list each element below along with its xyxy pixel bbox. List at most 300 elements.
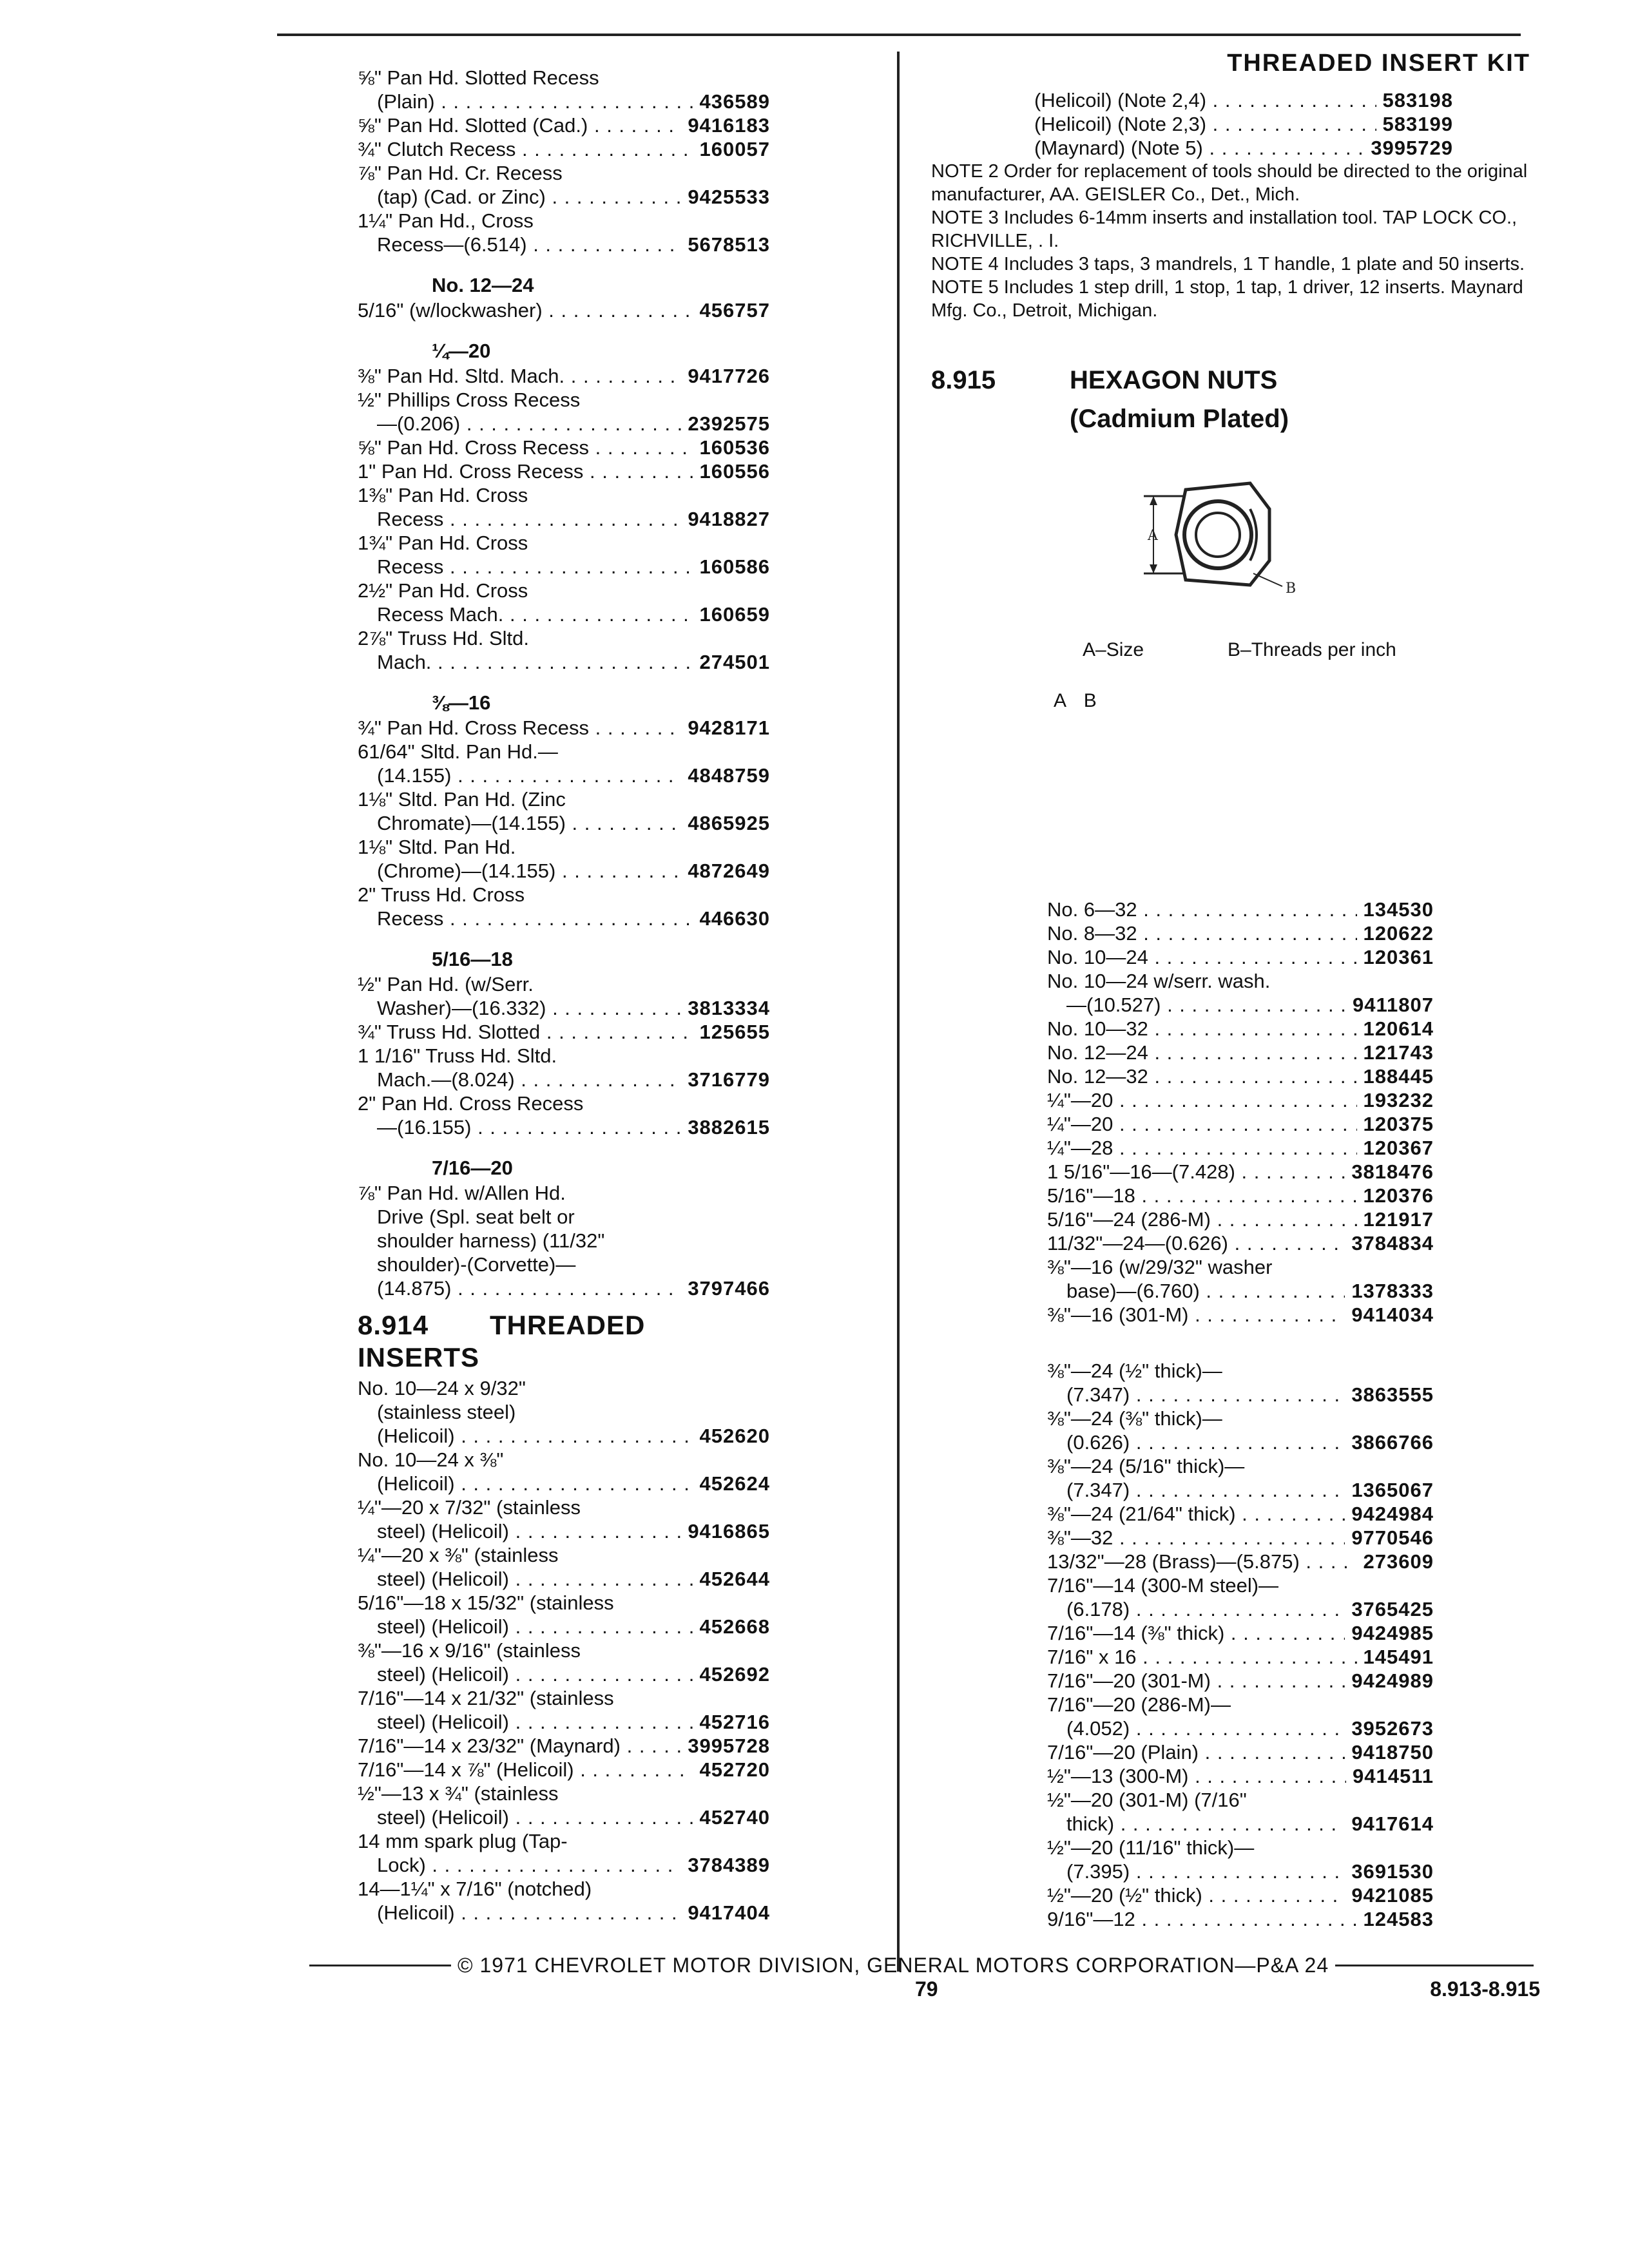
parts-list-group4 [358, 716, 770, 930]
part-number: 121743 [1363, 1041, 1434, 1064]
part-description: (tap) (Cad. or Zinc) . . . [377, 185, 681, 209]
part-entry-line-with-number [358, 907, 770, 930]
part-description: ½"—13 x ¾" (stainless [358, 1782, 559, 1805]
part-entry-line-with-number [1047, 1088, 1434, 1112]
part-entry-line-with-number [1047, 1112, 1434, 1136]
part-entry [1047, 1184, 1434, 1207]
part-entry-line [358, 740, 770, 764]
footer-copyright-line [303, 1954, 1540, 1977]
part-description: ¼"—20 x ⅜" (stainless [358, 1544, 559, 1566]
list-gap [1047, 1327, 1434, 1359]
part-entry-line [358, 883, 770, 907]
part-description: 5/16"—24 (286-M) . . . [1047, 1207, 1357, 1231]
part-entry-line [358, 835, 770, 859]
part-description: base)—(6.760) . . . [1066, 1279, 1345, 1303]
part-entry [1047, 945, 1434, 969]
part-number: 160659 [699, 603, 770, 626]
part-entry-line-with-number [1047, 1502, 1434, 1526]
part-entry [1047, 1764, 1434, 1788]
part-description: ⅝" Pan Hd. Slotted (Cad.) . . . [358, 113, 681, 137]
page-footer [303, 1954, 1540, 2004]
part-description: 7/16" x 16 . . . [1047, 1645, 1357, 1669]
part-entry-line-with-number [1047, 945, 1434, 969]
part-entry-line-with-number [1047, 1231, 1434, 1255]
page-number: 79 [915, 1977, 938, 2001]
part-description: 5/16"—18 x 15/32" (stainless [358, 1591, 614, 1614]
part-description: 2" Truss Hd. Cross [358, 883, 525, 906]
part-description: 1⅛" Sltd. Pan Hd. (Zinc [358, 788, 566, 811]
part-entry-line-with-number [358, 436, 770, 459]
caption-a: A–Size [1083, 639, 1144, 660]
part-number: 3813334 [688, 997, 770, 1019]
part-description: steel) (Helicoil) . . . [377, 1805, 693, 1829]
part-entry-line-with-number [1047, 1645, 1434, 1669]
part-entry [358, 1495, 770, 1543]
part-entry [1047, 1088, 1434, 1112]
part-description: ⅜" Pan Hd. Sltd. Mach. . . . [358, 364, 681, 388]
part-description: —(0.206) . . . [377, 412, 681, 436]
part-number: 436589 [699, 90, 770, 113]
part-description: Washer)—(16.332) . . . [377, 996, 681, 1020]
part-description: steel) (Helicoil) . . . [377, 1615, 693, 1639]
part-description: 1¼" Pan Hd., Cross [358, 209, 534, 232]
part-description: No. 10—24 . . . [1047, 945, 1357, 969]
part-entry [358, 1758, 770, 1782]
part-description: (Helicoil) . . . [377, 1472, 693, 1495]
part-description: Recess . . . [377, 555, 693, 579]
part-description: ⅞" Pan Hd. w/Allen Hd. [358, 1182, 566, 1204]
size-heading-5-16-18: 5/16—18 [432, 948, 513, 970]
part-entry [358, 1543, 770, 1591]
part-number: 9428171 [688, 716, 770, 739]
copyright-text: © 1971 CHEVROLET MOTOR DIVISION, GENERAL MOTORS CORPORATION—P&A 24 [458, 1954, 1329, 1977]
part-entry-line-with-number [358, 1758, 770, 1782]
part-description: 7/16"—20 (301-M) . . . [1047, 1669, 1345, 1693]
part-number: 120376 [1363, 1184, 1434, 1207]
part-description: (7.395) . . . [1066, 1860, 1345, 1883]
section-heading-hexagon-nuts [931, 361, 1537, 438]
part-number: 145491 [1363, 1646, 1434, 1668]
part-number: 452644 [699, 1568, 770, 1590]
part-entry-line [358, 1448, 770, 1472]
part-description: (4.052) . . . [1066, 1716, 1345, 1740]
part-description: ½"—20 (½" thick) . . . [1047, 1883, 1345, 1907]
part-entry-line [358, 579, 770, 602]
section-heading-threaded-inserts [358, 1309, 770, 1374]
part-entry-line [1047, 1255, 1434, 1279]
part-number: 9418827 [688, 508, 770, 530]
part-number: 3866766 [1351, 1431, 1434, 1454]
part-entry-line-with-number [358, 185, 770, 209]
part-number: 9418750 [1351, 1741, 1434, 1763]
part-description: 7/16"—14 x 21/32" (stainless [358, 1687, 614, 1709]
part-number: 160586 [699, 555, 770, 578]
part-entry [1047, 1550, 1434, 1573]
part-entry-line-with-number [358, 412, 770, 436]
part-number: 120375 [1363, 1113, 1434, 1135]
part-entry-line [358, 787, 770, 811]
part-entry [358, 1639, 770, 1686]
part-entry [1047, 1645, 1434, 1669]
part-entry-line [1047, 969, 1434, 993]
part-entry-line-with-number [1047, 1207, 1434, 1231]
part-entry [358, 835, 770, 883]
part-description: No. 8—32 . . . [1047, 921, 1357, 945]
part-entry-line-with-number [358, 1615, 770, 1639]
part-entry-line-with-number [358, 298, 770, 322]
section-subtitle: (Cadmium Plated) [1070, 405, 1289, 433]
part-description: ⅝" Pan Hd. Cross Recess . . . [358, 436, 693, 459]
parts-list-group6 [358, 1181, 770, 1300]
part-description: 2½" Pan Hd. Cross [358, 579, 528, 602]
part-entry [1047, 1740, 1434, 1764]
part-entry-line-with-number [1047, 1860, 1434, 1883]
section-reference: 8.913-8.915 [1430, 1977, 1540, 2001]
part-description: ¾" Truss Hd. Slotted . . . [358, 1020, 693, 1044]
part-number: 9417404 [688, 1901, 770, 1924]
part-description: 7/16"—14 (300-M steel)— [1047, 1574, 1279, 1597]
part-entry-line-with-number [1047, 1812, 1434, 1836]
part-entry-line [1047, 1359, 1434, 1383]
part-number: 3995729 [1371, 137, 1453, 159]
part-entry-line-with-number [358, 1710, 770, 1734]
part-description: (14.155) . . . [377, 764, 681, 787]
section-number: 8.915 [931, 366, 996, 394]
part-entry-line [358, 1229, 770, 1253]
part-entry-line [358, 1782, 770, 1805]
part-entry [1047, 1231, 1434, 1255]
part-description: shoulder harness) (11/32" [377, 1229, 605, 1252]
part-number: 4848759 [688, 764, 770, 787]
part-entry-line [358, 1044, 770, 1068]
part-number: 3691530 [1351, 1860, 1434, 1883]
part-number: 5678513 [688, 233, 770, 256]
part-description: Recess Mach. . . . [377, 602, 693, 626]
left-column [358, 66, 770, 1925]
part-entry-line [358, 531, 770, 555]
part-entry-line-with-number [358, 996, 770, 1020]
part-entry [1047, 1526, 1434, 1550]
part-entry [358, 1782, 770, 1829]
footer-numbers [303, 1977, 1540, 2004]
part-entry [1047, 1136, 1434, 1160]
part-description: steel) (Helicoil) . . . [377, 1662, 693, 1686]
part-description: —(10.527) . . . [1066, 993, 1346, 1017]
part-entry [358, 1181, 770, 1300]
part-description: ¾" Clutch Recess . . . [358, 137, 693, 161]
part-entry-line-with-number [358, 507, 770, 531]
section-title: THREADED INSERTS [358, 1310, 646, 1372]
part-number: 120367 [1363, 1137, 1434, 1159]
part-description: 7/16"—20 (Plain) . . . [1047, 1740, 1345, 1764]
part-entry [358, 1877, 770, 1925]
part-number: 120361 [1363, 946, 1434, 968]
part-entry-line [358, 1400, 770, 1424]
part-number: 188445 [1363, 1065, 1434, 1088]
part-number: 456757 [699, 299, 770, 322]
part-entry [358, 579, 770, 626]
part-number: 9770546 [1351, 1526, 1434, 1549]
part-description: Lock) . . . [377, 1853, 681, 1877]
part-entry-line-with-number [1047, 898, 1434, 921]
part-number: 124583 [1363, 1908, 1434, 1930]
part-number: 3995728 [688, 1735, 770, 1757]
part-entry-line [358, 1181, 770, 1205]
part-number: 9421085 [1351, 1884, 1434, 1907]
part-description: Mach. . . . [377, 650, 693, 674]
part-number: 4872649 [688, 860, 770, 882]
part-number: 9424985 [1351, 1622, 1434, 1644]
part-description: ⅜"—24 (21/64" thick) . . . [1047, 1502, 1345, 1526]
part-description: 14—1¼" x 7/16" (notched) [358, 1878, 592, 1900]
part-number: 3797466 [688, 1277, 770, 1300]
column-divider [897, 52, 900, 1972]
part-entry [1047, 1693, 1434, 1740]
part-entry-line-with-number [358, 364, 770, 388]
part-description: 1 1/16" Truss Hd. Sltd. [358, 1044, 557, 1067]
part-description: ¼"—28 . . . [1047, 1136, 1357, 1160]
part-entry-line [358, 161, 770, 185]
part-number: 9416183 [688, 114, 770, 137]
part-entry [1047, 969, 1434, 1017]
part-number: 120614 [1363, 1017, 1434, 1040]
part-entry-line [358, 209, 770, 233]
part-entry [358, 1091, 770, 1139]
hex-nuts-list [1047, 898, 1434, 1931]
part-description: Recess . . . [377, 507, 681, 531]
part-description: 13/32"—28 (Brass)—(5.875) . . . [1047, 1550, 1357, 1573]
part-number: 3784389 [688, 1854, 770, 1876]
part-description: ⅝" Pan Hd. Slotted Recess [358, 66, 599, 89]
part-number: 125655 [699, 1021, 770, 1043]
part-entry-line-with-number [358, 1115, 770, 1139]
part-entry [1047, 1064, 1434, 1088]
part-entry [358, 459, 770, 483]
kit-list [931, 88, 1453, 160]
part-entry-line-with-number [358, 1276, 770, 1300]
part-number: 273609 [1363, 1550, 1434, 1573]
part-entry-line [358, 1591, 770, 1615]
part-entry [358, 436, 770, 459]
part-entry-line [358, 972, 770, 996]
part-entry-line-with-number [358, 1662, 770, 1686]
part-entry-line-with-number [1047, 1907, 1434, 1931]
part-entry-line-with-number [1047, 1064, 1434, 1088]
part-entry-line-with-number [1047, 1740, 1434, 1764]
part-entry [358, 531, 770, 579]
part-description: ½"—20 (11/16" thick)— [1047, 1836, 1255, 1859]
part-description: No. 10—24 x ⅜" [358, 1448, 504, 1471]
part-number: 3863555 [1351, 1383, 1434, 1406]
part-entry-line-with-number [358, 1567, 770, 1591]
part-number: 9417726 [688, 365, 770, 387]
part-entry-line-with-number [358, 764, 770, 787]
part-entry-line [1047, 1836, 1434, 1860]
part-entry [358, 1044, 770, 1091]
part-description: (6.178) . . . [1066, 1597, 1345, 1621]
part-number: 120622 [1363, 922, 1434, 945]
part-description: Mach.—(8.024) . . . [377, 1068, 681, 1091]
part-entry [358, 1829, 770, 1877]
part-number: 452624 [699, 1472, 770, 1495]
part-description: (stainless steel) [377, 1401, 516, 1423]
section-number: 8.914 [358, 1310, 429, 1340]
part-number: 193232 [1363, 1089, 1434, 1111]
part-number: 583198 [1382, 89, 1453, 111]
part-description: 11/32"—24—(0.626) . . . [1047, 1231, 1345, 1255]
part-description: (0.626) . . . [1066, 1430, 1345, 1454]
part-entry [1047, 1454, 1434, 1502]
label-a: A [1148, 528, 1158, 544]
right-column [931, 52, 1537, 713]
part-number: 9424989 [1351, 1669, 1434, 1692]
part-description: ⅜"—16 (301-M) . . . [1047, 1303, 1345, 1327]
part-description: 5/16"—18 . . . [1047, 1184, 1357, 1207]
part-entry-line-with-number [1047, 1716, 1434, 1740]
size-heading-3-8-16: ⅜—16 [432, 691, 491, 714]
part-entry [358, 298, 770, 322]
part-number: 3716779 [688, 1068, 770, 1091]
part-entry [358, 716, 770, 740]
part-number: 3952673 [1351, 1717, 1434, 1740]
parts-list-group5 [358, 972, 770, 1139]
part-entry-line-with-number [358, 1472, 770, 1495]
part-description: 2" Pan Hd. Cross Recess [358, 1092, 584, 1115]
part-description: ½"—13 (300-M) . . . [1047, 1764, 1346, 1788]
part-description: ⅞" Pan Hd. Cr. Recess [358, 162, 563, 184]
part-entry-line-with-number [358, 859, 770, 883]
part-description: No. 10—32 . . . [1047, 1017, 1357, 1041]
part-entry [1047, 1017, 1434, 1041]
part-entry [358, 364, 770, 388]
hex-nut-figure [931, 470, 1537, 638]
part-entry-line-with-number [358, 113, 770, 137]
part-description: ⅜"—24 (5/16" thick)— [1047, 1455, 1245, 1477]
part-entry [358, 161, 770, 209]
top-rule [277, 34, 1521, 36]
part-entry-line [1047, 1407, 1434, 1430]
part-entry [358, 1448, 770, 1495]
part-entry-line [358, 483, 770, 507]
part-entry [358, 740, 770, 787]
note-4: NOTE 4 Includes 3 taps, 3 mandrels, 1 T handle, 1 plate and 50 inserts. [931, 254, 1525, 274]
part-number: 452668 [699, 1615, 770, 1638]
part-description: ½" Phillips Cross Recess [358, 389, 581, 411]
part-description: No. 10—24 x 9/32" [358, 1377, 526, 1399]
part-description: (Helicoil) (Note 2,3) . . . [1034, 112, 1376, 136]
part-entry [1047, 1303, 1434, 1327]
part-description: ⅜"—24 (⅜" thick)— [1047, 1407, 1222, 1430]
part-description: (Chrome)—(14.155) . . . [377, 859, 681, 883]
part-entry-line-with-number [1047, 1430, 1434, 1454]
part-entry-line [358, 1686, 770, 1710]
part-entry [1047, 1207, 1434, 1231]
part-description: 1⅜" Pan Hd. Cross [358, 484, 528, 506]
part-description: No. 10—24 w/serr. wash. [1047, 970, 1271, 992]
part-entry-line [358, 1639, 770, 1662]
part-description: Chromate)—(14.155) . . . [377, 811, 681, 835]
part-entry-line-with-number [1034, 136, 1453, 160]
part-entry [1034, 112, 1453, 136]
part-description: No. 12—32 . . . [1047, 1064, 1357, 1088]
part-number: 160556 [699, 460, 770, 483]
part-entry-line-with-number [358, 602, 770, 626]
part-number: 583199 [1382, 113, 1453, 135]
footer-rule-right [1335, 1965, 1534, 1966]
part-description: thick) . . . [1066, 1812, 1345, 1836]
part-number: 9425533 [688, 186, 770, 208]
part-entry [1047, 1359, 1434, 1407]
part-number: 9414034 [1351, 1303, 1434, 1326]
part-description: Drive (Spl. seat belt or [377, 1206, 575, 1228]
part-entry [358, 209, 770, 256]
part-number: 121917 [1363, 1208, 1434, 1231]
part-entry-line-with-number [1034, 88, 1453, 112]
caption-b: B–Threads per inch [1228, 639, 1396, 660]
kit-title: THREADED INSERT KIT [1227, 50, 1530, 77]
part-entry-line-with-number [358, 1853, 770, 1877]
part-description: ½"—20 (301-M) (7/16" [1047, 1789, 1247, 1811]
part-description: (14.875) . . . [377, 1276, 681, 1300]
part-entry-line-with-number [1047, 1550, 1434, 1573]
part-number: 4865925 [688, 812, 770, 834]
part-number: 9416865 [688, 1520, 770, 1542]
part-description: (7.347) . . . [1066, 1478, 1345, 1502]
part-description: ⅜"—16 (w/29/32" washer [1047, 1256, 1273, 1278]
part-description: 2⅞" Truss Hd. Sltd. [358, 627, 529, 649]
part-number: 1365067 [1351, 1479, 1434, 1501]
size-heading-7-16-20: 7/16—20 [432, 1157, 513, 1179]
footer-rule-left [309, 1965, 451, 1966]
part-number: 452620 [699, 1425, 770, 1447]
part-entry-line [358, 1829, 770, 1853]
part-entry [358, 137, 770, 161]
part-description: No. 6—32 . . . [1047, 898, 1357, 921]
size-heading-no12-24: No. 12—24 [432, 274, 534, 296]
part-entry-line-with-number [1047, 1526, 1434, 1550]
part-entry-line-with-number [358, 459, 770, 483]
hex-nuts-group2 [1047, 1359, 1434, 1931]
part-description: ⅜"—16 x 9/16" (stainless [358, 1639, 581, 1662]
part-description: 61/64" Sltd. Pan Hd.— [358, 740, 558, 763]
part-description: steel) (Helicoil) . . . [377, 1567, 693, 1591]
part-entry-line-with-number [358, 1519, 770, 1543]
part-description: (Helicoil) (Note 2,4) . . . [1034, 88, 1376, 112]
part-entry [1047, 1621, 1434, 1645]
part-description: ¼"—20 . . . [1047, 1088, 1357, 1112]
part-entry-line-with-number [1034, 112, 1453, 136]
part-description: shoulder)-(Corvette)— [377, 1253, 576, 1276]
part-description: 14 mm spark plug (Tap- [358, 1830, 568, 1852]
part-entry-line-with-number [1047, 1136, 1434, 1160]
part-description: ½" Pan Hd. (w/Serr. [358, 973, 534, 995]
label-b: B [1286, 581, 1296, 597]
part-entry-line [358, 1495, 770, 1519]
part-number: 274501 [699, 651, 770, 673]
part-entry-line-with-number [358, 1901, 770, 1925]
part-entry [1047, 921, 1434, 945]
part-description: 7/16"—14 x 23/32" (Maynard) . . . [358, 1734, 681, 1758]
part-description: Recess—(6.514) . . . [377, 233, 681, 256]
part-number: 9424984 [1351, 1503, 1434, 1525]
part-entry-line-with-number [358, 137, 770, 161]
part-number: 3882615 [688, 1116, 770, 1139]
part-entry-line [1047, 1454, 1434, 1478]
part-description: ¼"—20 x 7/32" (stainless [358, 1496, 581, 1519]
part-description: 7/16"—14 x ⅞" (Helicoil) . . . [358, 1758, 693, 1782]
part-description: ⅜"—24 (½" thick)— [1047, 1360, 1222, 1382]
part-entry [1047, 1407, 1434, 1454]
